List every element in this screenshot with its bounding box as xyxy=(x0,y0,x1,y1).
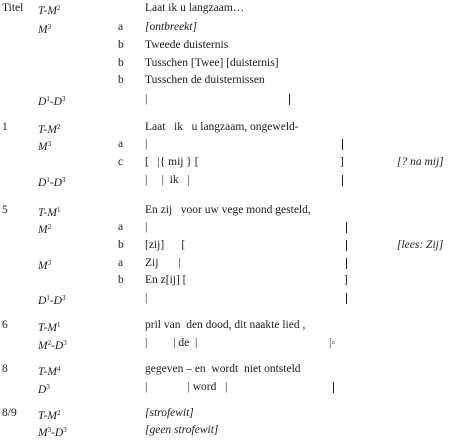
variant-bars: | | ik | xyxy=(145,174,190,186)
line-label: 8/9 xyxy=(2,407,17,419)
end-bar xyxy=(346,222,347,233)
witness-siglum: $T-M^1$ xyxy=(38,321,61,334)
stage-letter: a xyxy=(118,257,124,269)
variant-text: Tweede duisternis xyxy=(145,39,229,51)
variant-bars: | xyxy=(145,93,148,105)
end-bar xyxy=(289,94,290,105)
end-bar xyxy=(342,175,343,186)
stage-letter: b xyxy=(118,239,124,251)
closing-bracket: ] xyxy=(344,274,348,286)
variant-bars-tail: |◦ xyxy=(329,337,336,349)
stage-letter: b xyxy=(118,274,124,286)
stage-letter: b xyxy=(118,57,124,69)
variant-text: En zij voor uw vege mond gesteld, xyxy=(145,204,311,216)
variant-bars: | xyxy=(145,292,148,304)
stage-letter: c xyxy=(118,156,124,168)
witness-siglum: $M^3-D^3$ xyxy=(38,426,67,439)
variant-text: Tusschen de duisternissen xyxy=(145,74,265,86)
witness-siglum: $D^1-D^3$ xyxy=(38,294,66,307)
witness-siglum: $T-M^4$ xyxy=(38,365,61,378)
line-label: Titel xyxy=(2,2,24,14)
variant-bars: | | word | xyxy=(145,381,228,393)
stage-letter: a xyxy=(118,21,124,33)
witness-siglum: $M^3$ xyxy=(38,140,52,153)
variant-text: [zij] [ xyxy=(145,239,186,251)
end-bar xyxy=(346,258,347,269)
line-label: 5 xyxy=(2,204,8,216)
editorial-note: [? na mij] xyxy=(397,156,444,168)
witness-siglum: $D^1-D^3$ xyxy=(38,95,66,108)
editorial-note: [strofewit] xyxy=(145,407,194,419)
editorial-note: [geen strofewit] xyxy=(145,424,219,436)
variant-text: Laat ik u langzaam, ongeweld- xyxy=(145,121,299,133)
variant-text: En z[ij] [ xyxy=(145,274,187,286)
stage-letter: a xyxy=(118,221,124,233)
witness-siglum: $D^3$ xyxy=(38,383,50,396)
variant-text: pril van den dood, dit naakte lied , xyxy=(145,319,306,331)
witness-siglum: $T-M^2$ xyxy=(38,4,61,17)
variant-text: [ |{ mij } [ xyxy=(145,156,199,168)
variant-bars: | | de | xyxy=(145,337,198,349)
end-bar xyxy=(333,382,334,393)
end-bar xyxy=(346,240,347,251)
line-label: 8 xyxy=(2,363,8,375)
witness-siglum: $M^2-D^3$ xyxy=(38,339,67,352)
witness-siglum: $T-M^1$ xyxy=(38,206,61,219)
witness-siglum: $M^3$ xyxy=(38,259,52,272)
stage-letter: a xyxy=(118,138,124,150)
witness-siglum: $T-M^2$ xyxy=(38,123,61,136)
variant-text: Laat ik u langzaam… xyxy=(145,2,245,14)
closing-bracket: ] xyxy=(340,156,344,168)
stage-letter: b xyxy=(118,74,124,86)
end-bar xyxy=(342,139,343,150)
stage-letter: b xyxy=(118,39,124,51)
editorial-note: [ontbreekt] xyxy=(145,21,197,33)
end-bar xyxy=(346,293,347,304)
line-label: 1 xyxy=(2,121,8,133)
variant-bars: | xyxy=(145,221,148,233)
witness-siglum: $T-M^2$ xyxy=(38,409,61,422)
editorial-note: [lees: Zij] xyxy=(397,239,444,251)
variant-text: Zij | xyxy=(145,257,181,269)
variant-bars: | xyxy=(145,138,148,150)
witness-siglum: $M^3$ xyxy=(38,23,52,36)
line-label: 6 xyxy=(2,319,8,331)
witness-siglum: $M^2$ xyxy=(38,223,52,236)
variant-text: gegeven – en wordt niet ontsteld xyxy=(145,363,301,375)
variant-text: Tusschen [Twee] [duisternis] xyxy=(145,57,279,69)
witness-siglum: $D^1-D^3$ xyxy=(38,176,66,189)
